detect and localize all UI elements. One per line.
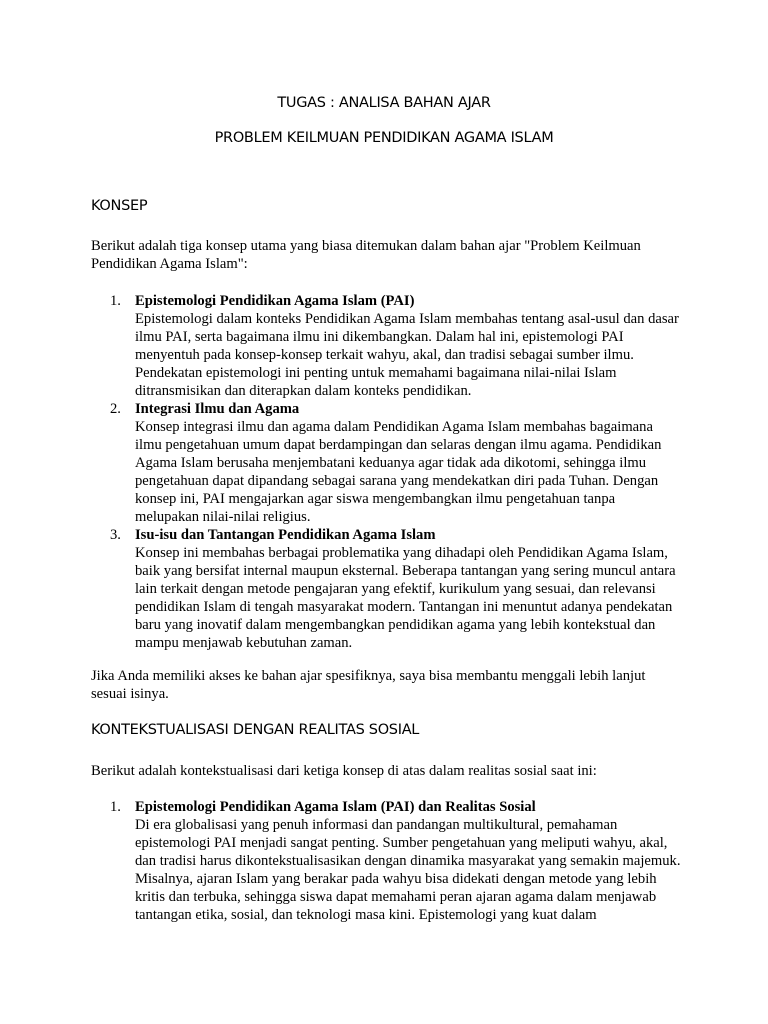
list-item-number: 1. bbox=[110, 799, 121, 815]
konsep-intro-paragraph: Berikut adalah tiga konsep utama yang biasa ditemukan dalam bahan ajar "Problem Keilmuan Pendidikan Agama Islam": bbox=[91, 238, 641, 272]
section-heading-konsep: KONSEP bbox=[91, 198, 148, 214]
list-item bbox=[91, 292, 681, 400]
list-item bbox=[91, 798, 681, 924]
list-item-number: 1. bbox=[110, 293, 121, 309]
konsep-list bbox=[91, 292, 681, 652]
list-item-title: Integrasi Ilmu dan Agama bbox=[135, 401, 300, 417]
document-title: TUGAS : ANALISA BAHAN AJAR bbox=[277, 95, 491, 111]
list-item-title: Isu-isu dan Tantangan Pendidikan Agama Islam bbox=[135, 527, 436, 543]
list-item-number: 3. bbox=[110, 527, 121, 543]
list-item-body: Di era globalisasi yang penuh informasi dan pandangan multikultural, pemahaman epistemologi PAI menjadi sangat penting. Sumber pengetahuan yang meliputi wahyu, akal, dan tradisi harus dikontekstualisasikan dengan dinamika masyarakat yang semakin majemuk. Misalnya, ajaran Islam yang berakar pada wahyu bisa didekati dengan metode yang lebih kritis dan terbuka, sehingga siswa dapat memahami peran ajaran agama dalam menjawab tantangan etika, sosial, dan teknologi masa kini. Epistemologi yang kuat dalam bbox=[135, 817, 681, 923]
konsep-closing-paragraph: Jika Anda memiliki akses ke bahan ajar spesifiknya, saya bisa membantu menggali lebih lanjut sesuai isinya. bbox=[91, 668, 646, 702]
list-item-body: Konsep ini membahas berbagai problematika yang dihadapi oleh Pendidikan Agama Islam, baik yang bersifat internal maupun eksternal. Beberapa tantangan yang sering muncul antara lain terkait dengan metode pengajaran yang efektif, kurikulum yang sesuai, dan relevansi pendidikan Islam di tengah masyarakat modern. Tantangan ini menuntut adanya pendekatan baru yang inovatif dalam mengembangkan pendidikan agama yang lebih kontekstual dan mampu menjawab kebutuhan zaman. bbox=[135, 545, 676, 651]
section-heading-kontekstualisasi: KONTEKSTUALISASI DENGAN REALITAS SOSIAL bbox=[91, 722, 420, 738]
list-item-title: Epistemologi Pendidikan Agama Islam (PAI) dan Realitas Sosial bbox=[135, 799, 536, 815]
list-item-body: Epistemologi dalam konteks Pendidikan Agama Islam membahas tentang asal-usul dan dasar ilmu PAI, serta bagaimana ilmu ini dikembangkan. Dalam hal ini, epistemologi PAI menyentuh pada konsep-konsep terkait wahyu, akal, dan tradisi sebagai sumber ilmu. Pendekatan epistemologi ini penting untuk memahami bagaimana nilai-nilai Islam ditransmisikan dan diterapkan dalam konteks pendidikan. bbox=[135, 311, 679, 399]
list-item-number: 2. bbox=[110, 401, 121, 417]
list-item bbox=[91, 526, 681, 652]
list-item-body: Konsep integrasi ilmu dan agama dalam Pendidikan Agama Islam membahas bagaimana ilmu pengetahuan umum dapat berdampingan dan selaras dengan ilmu agama. Pendidikan Agama Islam berusaha menjembatani keduanya agar tidak ada dikotomi, sehingga ilmu pengetahuan dapat dipandang sebagai sarana yang mendekatkan diri pada Tuhan. Dengan konsep ini, PAI mengajarkan agar siswa mengembangkan ilmu pengetahuan tanpa melupakan nilai-nilai religius. bbox=[135, 419, 662, 525]
kontekstualisasi-intro-paragraph: Berikut adalah kontekstualisasi dari ketiga konsep di atas dalam realitas sosial saat ini: bbox=[91, 763, 597, 779]
list-item bbox=[91, 400, 681, 526]
list-item-title: Epistemologi Pendidikan Agama Islam (PAI) bbox=[135, 293, 415, 309]
document-subtitle: PROBLEM KEILMUAN PENDIDIKAN AGAMA ISLAM bbox=[214, 130, 554, 146]
kontekstualisasi-list bbox=[91, 798, 681, 924]
